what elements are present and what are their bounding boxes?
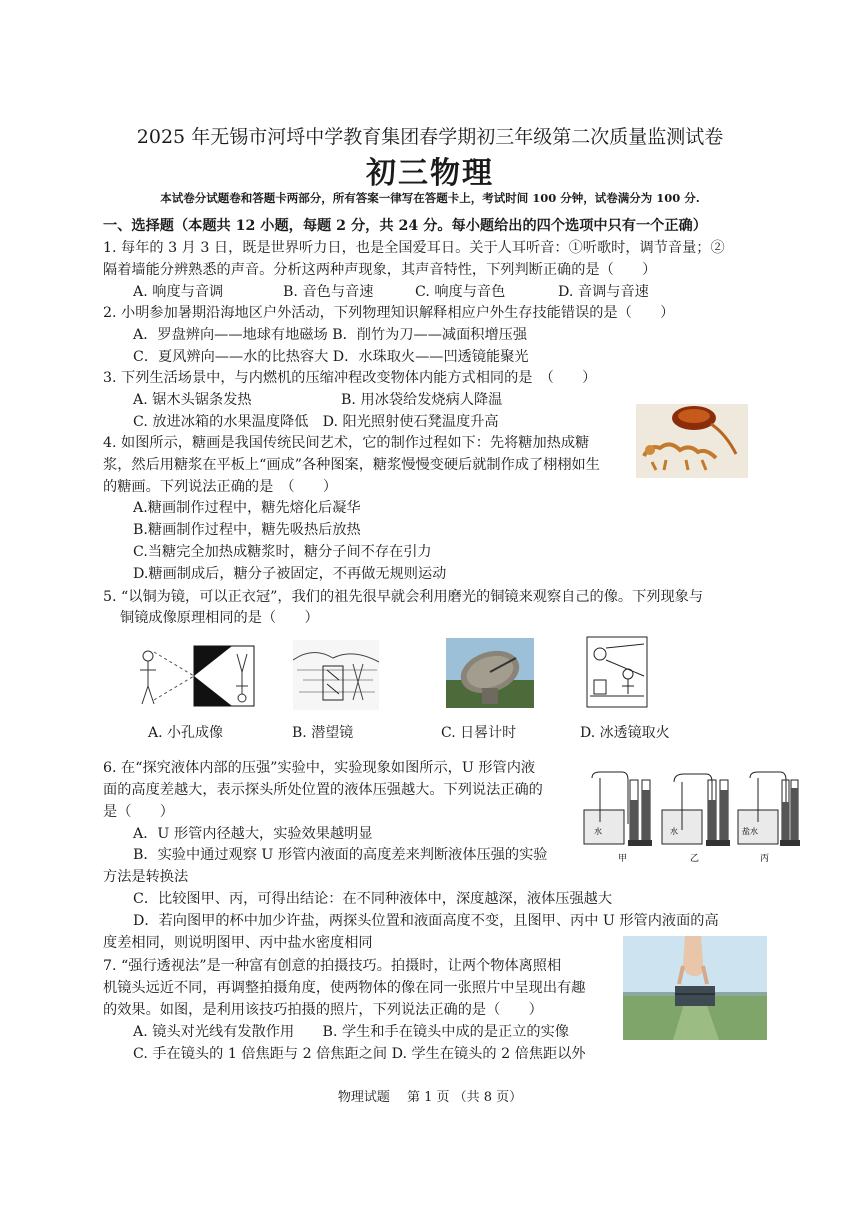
q4-stem-line3: 的糖画。下列说法正确的是 （ ） bbox=[103, 479, 338, 495]
figure-label-yi: 乙 bbox=[690, 854, 700, 864]
q1-option-c: C. 响度与音色 bbox=[415, 284, 506, 300]
sundial-photo bbox=[446, 638, 534, 708]
q1-option-a: A. 响度与音调 bbox=[133, 284, 224, 300]
q4-stem-line2: 浆，然后用糖浆在平板上“画成”各种图案，糖浆慢慢变硬后就制作成了栩栩如生 bbox=[103, 457, 600, 473]
q6-stem-line3: 是（ ） bbox=[103, 804, 174, 820]
q2-options-ab: A．罗盘辨向——地球有地磁场 B．削竹为刀——减面积增压强 bbox=[133, 327, 528, 343]
q5-stem-line2: 铜镜成像原理相同的是（ ） bbox=[120, 610, 319, 626]
page-footer: 物理试题 第 1 页 （共 8 页） bbox=[337, 1090, 523, 1105]
q7-stem-line2: 机镜头远近不同，再调整拍摄角度，使两物体的像在同一张照片中呈现出有趣 bbox=[103, 980, 586, 996]
exam-title: 2025 年无锡市河埒中学教育集团春学期初三年级第二次质量监测试卷 bbox=[136, 126, 724, 148]
q6-option-b-line2: 方法是转换法 bbox=[103, 869, 189, 885]
pinhole-image-figure bbox=[136, 642, 264, 710]
q5-option-c: C. 日晷计时 bbox=[441, 725, 517, 741]
q5-option-b: B. 潜望镜 bbox=[292, 725, 354, 741]
subject-title: 初三物理 bbox=[366, 156, 494, 191]
q1-option-b: B. 音色与音速 bbox=[283, 284, 374, 300]
q6-option-d-line1: D．若向图甲的杯中加少许盐，两探头位置和液面高度不变，且图甲、丙中 U 形管内液面的高 bbox=[133, 913, 719, 929]
liquid-label-bing: 盐水 bbox=[742, 827, 758, 836]
q3-option-a: A. 锯木头锯条发热 bbox=[133, 392, 252, 408]
q6-stem-line1: 6. 在“探究液体内部的压强”实验中，实验现象如图所示，U 形管内液 bbox=[103, 760, 536, 776]
q7-options-ab: A. 镜头对光线有发散作用 B. 学生和手在镜头中成的是正立的实像 bbox=[133, 1024, 569, 1040]
liquid-label-jia: 水 bbox=[594, 827, 602, 836]
q3-stem: 3. 下列生活场景中，与内燃机的压缩冲程改变物体内能方式相同的是 （ ） bbox=[103, 370, 597, 386]
q6-stem-line2: 面的高度差越大，表示探头所处位置的液体压强越大。下列说法正确的 bbox=[103, 782, 543, 798]
q7-stem-line1: 7. “强行透视法”是一种富有创意的拍摄技巧。拍摄时，让两个物体离照相 bbox=[103, 958, 562, 974]
periscope-figure bbox=[293, 640, 379, 710]
q2-stem: 2. 小明参加暑期沿海地区户外活动，下列物理知识解释相应户外生存技能错误的是（ ） bbox=[103, 305, 675, 321]
figure-label-jia: 甲 bbox=[618, 854, 628, 864]
q3-options-cd: C. 放进冰箱的水果温度降低 D. 阳光照射使石凳温度升高 bbox=[133, 414, 499, 430]
q7-stem-line3: 的效果。如图，是利用该技巧拍摄的照片，下列说法正确的是（ ） bbox=[103, 1002, 543, 1018]
q2-options-cd: C．夏风辨向——水的比热容大 D．水珠取火——凹透镜能聚光 bbox=[133, 349, 529, 365]
q6-option-b-line1: B．实验中通过观察 U 形管内液面的高度差来判断液体压强的实验 bbox=[133, 847, 548, 863]
q4-option-c: C.当糖完全加热成糖浆时，糖分子间不存在引力 bbox=[133, 544, 432, 560]
q4-stem-line1: 4. 如图所示，糖画是我国传统民间艺术，它的制作过程如下：先将糖加热成糖 bbox=[103, 435, 590, 451]
ice-lens-figure bbox=[586, 636, 648, 708]
q7-options-cd: C. 手在镜头的 1 倍焦距与 2 倍焦距之间 D. 学生在镜头的 2 倍焦距以外 bbox=[133, 1046, 586, 1062]
q1-option-d: D. 音调与音速 bbox=[558, 284, 649, 300]
u-tube-experiment-figure bbox=[582, 770, 800, 864]
forced-perspective-photo bbox=[623, 936, 767, 1040]
q6-option-c: C．比较图甲、丙，可得出结论：在不同种液体中，深度越深，液体压强越大 bbox=[133, 891, 613, 907]
q6-option-d-line2: 度差相同，则说明图甲、丙中盐水密度相同 bbox=[103, 935, 373, 951]
section-title: 一、选择题（本题共 12 小题，每题 2 分，共 24 分。每小题给出的四个选项中只有一个正确） bbox=[103, 218, 707, 234]
sugar-painting-image bbox=[636, 404, 748, 478]
q5-option-a: A. 小孔成像 bbox=[148, 725, 224, 741]
q4-option-a: A.糖画制作过程中，糖先熔化后凝华 bbox=[133, 500, 361, 516]
exam-note: 本试卷分试题卷和答题卡两部分，所有答案一律写在答题卡上，考试时间 100 分钟，试卷满分为 100 分. bbox=[160, 191, 700, 205]
q5-option-d: D. 冰透镜取火 bbox=[580, 725, 670, 741]
liquid-label-yi: 水 bbox=[670, 827, 678, 836]
q1-stem-line1: 1. 每年的 3 月 3 日，既是世界听力日，也是全国爱耳日。关于人耳听音：①听歌时，调节音量；② bbox=[103, 240, 725, 256]
q4-option-b: B.糖画制作过程中，糖先吸热后放热 bbox=[133, 522, 361, 538]
q6-option-a: A．U 形管内径越大，实验效果越明显 bbox=[133, 826, 373, 842]
q5-stem-line1: 5. “以铜为镜，可以正衣冠”，我们的祖先很早就会利用磨光的铜镜来观察自己的像。下列现象与 bbox=[103, 589, 704, 605]
figure-label-bing: 丙 bbox=[760, 854, 770, 864]
q1-stem-line2: 隔着墙能分辨熟悉的声音。分析这两种声现象，其声音特性，下列判断正确的是（ ） bbox=[103, 262, 657, 278]
q4-option-d: D.糖画制成后，糖分子被固定，不再做无规则运动 bbox=[133, 566, 447, 582]
q3-option-b: B. 用冰袋给发烧病人降温 bbox=[341, 392, 503, 408]
